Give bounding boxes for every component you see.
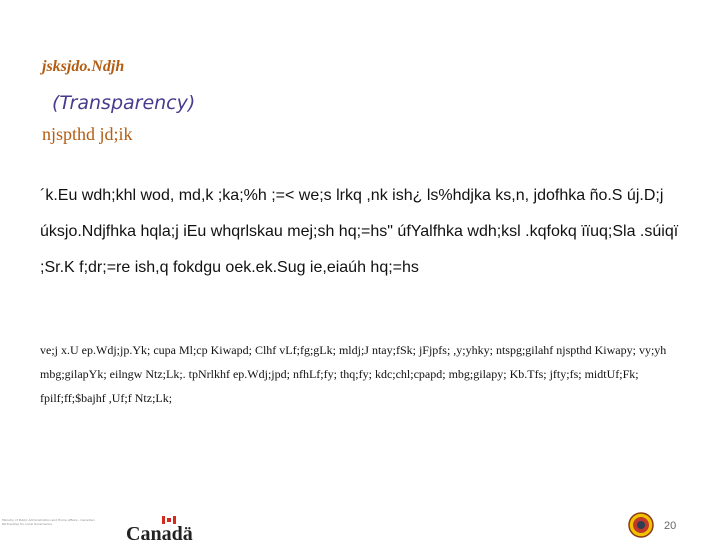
page-number: 20 xyxy=(664,520,677,532)
footer xyxy=(0,512,720,545)
slide-subtitle: (Transparency) xyxy=(52,92,196,114)
body-paragraph-tamil: ve;j x.U ep.Wdj;jp.Yk; cupa Ml;cp Kiwapd; Clhf vLf;fg;gLk; mldj;J ntay;fSk; jFjpfs; ,y;yhky; ntspg;gilahf njspthd Kiwapy; vy;yh mbg;gilapYk; eilngw Ntz;Lk;. tpNrlkhf ep.Wdj;jpd; nfhLf;fy; thq;fy; kdc;chl;cpapd; mbg;gilapy; Kb.Tfs; jfty;fs; midtUf;Fk; fpilf;ff;$bajhf ,Uf;f Ntz;Lk; xyxy=(40,343,667,405)
slide-title: jsksjdo.Ndjh xyxy=(42,58,125,75)
body-paragraph-sinhala: ´k.Eu wdh;khl wod, md,k ;ka;%h ;=< we;s lrkq ,nk ish¿ ls%hdjka ks,n, jdofhka ño.S új.D;j úksjo.Ndjfhka hqla;j iEu whqrlskau mej;sh hq;=hs" úfYalfhka wdh;ksl .kqfokq ïïuq;Sla .súiqï ;Sr.K f;dr;=re ish,q fokdgu oek.ek.Sug ie,eiaúh hq;=hs xyxy=(40,187,679,276)
slide-title-tamil: njspthd jd;ik xyxy=(42,124,133,144)
partner-text: Ministry of Public Administration and Home Affairs - Canadian Partnership for Local Governance xyxy=(2,518,95,526)
emblem-logo-icon xyxy=(628,512,654,538)
canada-wordmark: Canadä xyxy=(126,523,193,545)
